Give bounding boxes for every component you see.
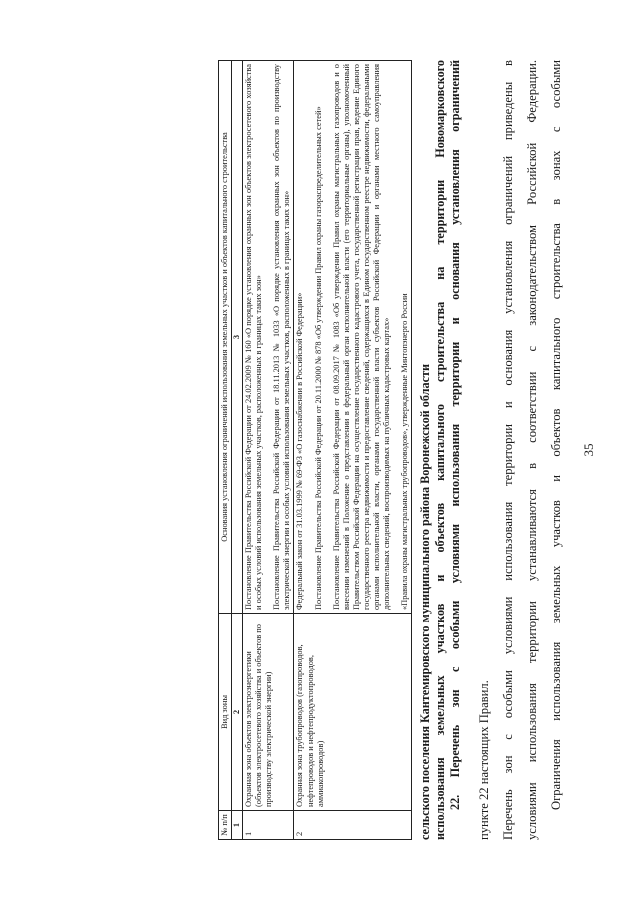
table-frame <box>15 20 615 880</box>
heading-line-1: 22. Перечень зон с особыми условиями использования территории и основания установления ограничений <box>448 60 462 810</box>
intro-line-1: Ограничения использования земельных участков и объектов капитального строительства в зонах с особыми <box>549 60 563 810</box>
basis-text: Федеральный закон от 31.03.1999 № 69-ФЗ «О газоснабжении в Российской Федерации» <box>295 292 305 610</box>
basis-gap <box>264 64 272 610</box>
basis-text: Постановление Правительства Российской Федерации от 24.02.2009 № 160 «О порядке установления охранных зон объектов электросетевого хозяйства и особых условий использования земельных участков, расположенных в границах таких зон» <box>244 64 264 610</box>
table-header-cell: № п/п <box>219 811 232 840</box>
basis-text: «Правила охраны магистральных трубопроводов», утвержденные Минтопэнерго России <box>400 293 410 610</box>
table-row <box>294 61 412 840</box>
basis-gap <box>324 64 332 610</box>
rotated-content <box>15 20 615 880</box>
table-header-cell: Вид зоны <box>219 614 232 811</box>
column-number: 2 <box>232 614 243 811</box>
zone-bases <box>243 61 294 614</box>
zones-table <box>218 60 412 840</box>
zone-type: Охранная зона объектов электроэнергетики (объектов электросетевого хозяйства и объектов по производству электрической энергии) <box>243 614 294 811</box>
zone-type: Охранная зона трубопроводов (газопроводов, нефтепроводов и нефтепродуктопроводов, аммиакопроводов) <box>294 614 412 811</box>
basis-text: Постановление Правительства Российской Федерации от 20.11.2000 № 878 «Об утверждении Правил охраны газораспределительных сетей» <box>313 106 323 610</box>
basis-gap <box>306 64 314 610</box>
table-column-numbers <box>232 61 243 840</box>
table-row <box>243 61 294 840</box>
heading-line-2: использования земельных участков и объектов капитального строительства на территории Новомарковского <box>433 60 447 840</box>
intro-line-3: Перечень зон с особыми условиями использования территории и основания установления ограничений приведены в <box>501 60 515 840</box>
page-number: 35 <box>581 443 596 457</box>
table-header-row <box>219 61 232 840</box>
intro-line-2: условиями использования территории устанавливаются в соответствии с законодательством Российской Федерации. <box>525 60 539 840</box>
basis-text: Постановление Правительства Российской Федерации от 08.09.2017 № 1083 «Об утверждении Правил охраны магистральных газопроводов и о внесении изменений в Положение о представлении в федеральный орган исполнительной власти (его территориальные органы), уполномоченный Правительством Российской Федерации на осуществление государственного кадастрового учета, государственной регистрации прав, ведение Единого государственного реестра недвижимости и предоставление сведений, содержащихся в Едином государственном реестре недвижимости, федеральными органами исполнительной власти, органами государственной власти субъектов Российской Федерации и органами местного самоуправления дополнительных сведений, воспроизводимых на публичных кадастровых картах» <box>331 64 392 610</box>
intro-line-4: пункте 22 настоящих Правил. <box>477 680 491 840</box>
table-header-cell: Основания установления ограничений использования земельных участков и объектов капитального строительства <box>219 61 232 614</box>
column-number: 1 <box>232 811 243 840</box>
basis-gap <box>392 64 400 610</box>
column-number: 3 <box>232 61 243 614</box>
heading-line-3: сельского поселения Кантемировского муниципального района Воронежской области <box>418 364 432 840</box>
zone-bases <box>294 61 412 614</box>
basis-text: Постановление Правительства Российской Федерации от 18.11.2013 № 1033 «О порядке установления охранных зон объектов по производству электрической энергии и особых условий использования земельных участков, расположенных в границах таких зон» <box>272 64 292 610</box>
row-number: 1 <box>243 811 294 840</box>
row-number: 2 <box>294 811 412 840</box>
